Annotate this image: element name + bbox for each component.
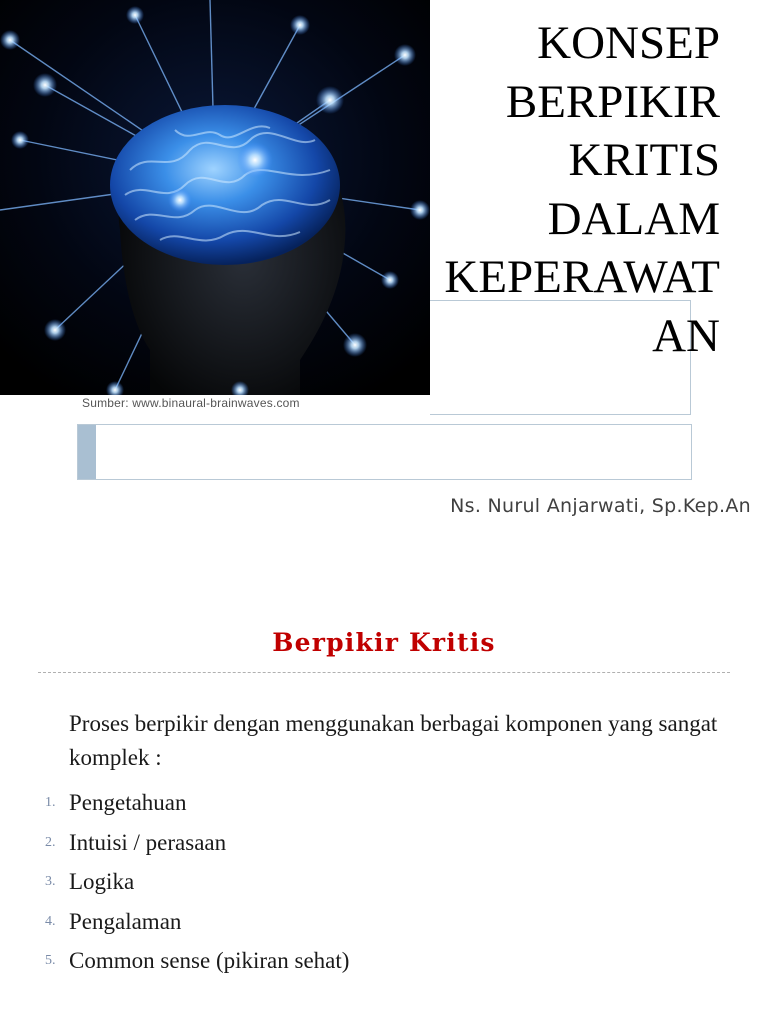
list-text: Pengetahuan [69,790,187,815]
title-line: KEPERAWAT [444,251,720,303]
slide-title [390,14,720,365]
image-caption-text: Sumber: www.binaural-brainwaves.com [82,396,300,410]
title-line: DALAM [547,192,720,245]
slide-2 [0,580,768,1024]
list-number: 1. [45,795,56,810]
title-line: KONSEP [537,17,720,69]
list-number: 2. [45,834,56,850]
list-text: Common sense (pikiran sehat) [69,948,350,973]
title-divider [38,672,730,673]
list-number: 4. [45,913,56,929]
intro-paragraph: Proses berpikir dengan menggunakan berbagai komponen yang sangat komplek : [69,711,718,770]
list-number: 3. [45,874,56,889]
title-line: KRITIS [568,134,720,186]
title-line: AN [652,309,720,362]
list-number: 5. [45,953,56,968]
slide-2-title: Berpikir Kritis [272,628,496,657]
accent-bar [78,425,96,479]
list-text: Pengalaman [69,908,182,934]
author-name: Ns. Nurul Anjarwati, Sp.Kep.An [450,495,751,517]
list-text: Intuisi / perasaan [69,829,227,855]
list-text: Logika [69,869,135,894]
brain-network-image [0,0,430,395]
title-line: BERPIKIR [505,75,720,128]
subtitle-box [77,424,692,480]
image-caption [0,395,430,415]
